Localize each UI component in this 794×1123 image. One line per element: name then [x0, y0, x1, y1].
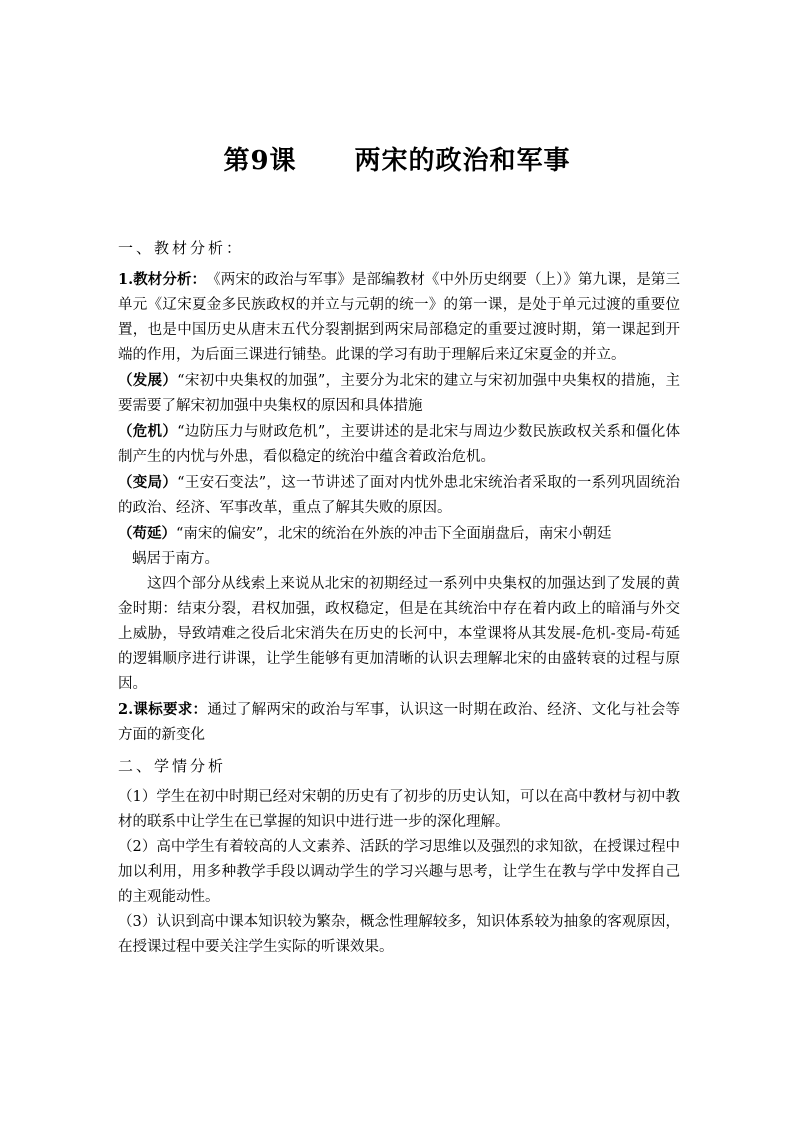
student-analysis-point: （2）高中学生有着较高的人文素养、活跃的学习思维以及强烈的求知欲，在授课过程中加以利用，用多种教学手段以调动学生的学习兴趣与思考，让学生在教与学中发挥自己的主观能动性。	[118, 839, 680, 905]
part-development	[118, 368, 680, 419]
summary-paragraph: 这四个部分从线索上来说从北宋的初期经过一系列中央集权的加强达到了发展的黄金时期：结束分裂，君权加强，政权稳定，但是在其统治中存在着内政上的暗涌与外交上威胁，导致靖难之役后北宋消失在历史的长河中，本堂课将从其发展-危机-变局-苟延的逻辑顺序进行讲课，让学生能够有更加清晰的认识去理解北宋的由盛转衰的过程与原因。	[118, 576, 680, 692]
part-crisis	[118, 419, 680, 470]
part-text: 蜗居于南方。	[132, 551, 219, 567]
document-body	[118, 236, 680, 960]
item-label: 1.教材分析：	[118, 271, 199, 288]
item-text: 《两宋的政治与军事》是部编教材《中外历史纲要（上）》第九课，是第三单元《辽宋夏金多民族政权的并立与元朝的统一》的第一课，是处于单元过渡的重要位置，也是中国历史从唐末五代分裂割据到两宋局部稳定的重要过渡时期，第一课起到开端的作用，为后面三课进行铺垫。此课的学习有助于理解后来辽宋夏金的并立。	[118, 272, 681, 363]
part-label: （苟延）	[118, 525, 176, 542]
part-text: “宋初中央集权的加强”，主要分为北宋的建立与宋初加强中央集权的措施，主要需要了解宋初加强中央集权的原因和具体措施	[118, 373, 680, 414]
part-survival-continued	[118, 547, 680, 572]
lesson-title	[0, 140, 794, 177]
part-text: “南宋的偏安”，北宋的统治在外族的冲击下全面崩盘后，南宋小朝廷	[176, 526, 612, 542]
lesson-number: 第9课	[223, 146, 297, 176]
student-analysis-point: （3）认识到高中课本知识较为繁杂，概念性理解较多，知识体系较为抽象的客观原因，在授课过程中要关注学生实际的听课效果。	[118, 914, 680, 955]
part-label: （危机）	[118, 423, 178, 440]
part-survival	[118, 521, 680, 547]
lesson-topic: 两宋的政治和军事	[354, 146, 571, 176]
curriculum-requirement	[118, 697, 680, 748]
part-label: （发展）	[118, 372, 178, 389]
part-text: “王安石变法”，这一节讲述了面对内忧外患北宋统治者采取的一系列巩固统治的政治、经济、军事改革，重点了解其失败的原因。	[118, 475, 680, 516]
textbook-analysis-paragraph	[118, 267, 680, 368]
part-change	[118, 470, 680, 521]
section-heading-student-analysis: 二、学情分析	[118, 757, 227, 775]
item-text: 通过了解两宋的政治与军事，认识这一时期在政治、经济、文化与社会等方面的新变化	[118, 702, 681, 743]
item-label: 2.课标要求：	[118, 701, 208, 718]
part-label: （变局）	[118, 474, 178, 491]
section-heading-textbook-analysis: 一、教材分析：	[118, 239, 245, 257]
student-analysis-point: （1）学生在初中时期已经对宋朝的历史有了初步的历史认知，可以在高中教材与初中教材的联系中让学生在已掌握的知识中进行进一步的深化理解。	[118, 789, 680, 830]
part-text: “边防压力与财政危机”，主要讲述的是北宋与周边少数民族政权关系和僵化体制产生的内忧与外患，看似稳定的统治中蕴含着政治危机。	[118, 424, 680, 465]
